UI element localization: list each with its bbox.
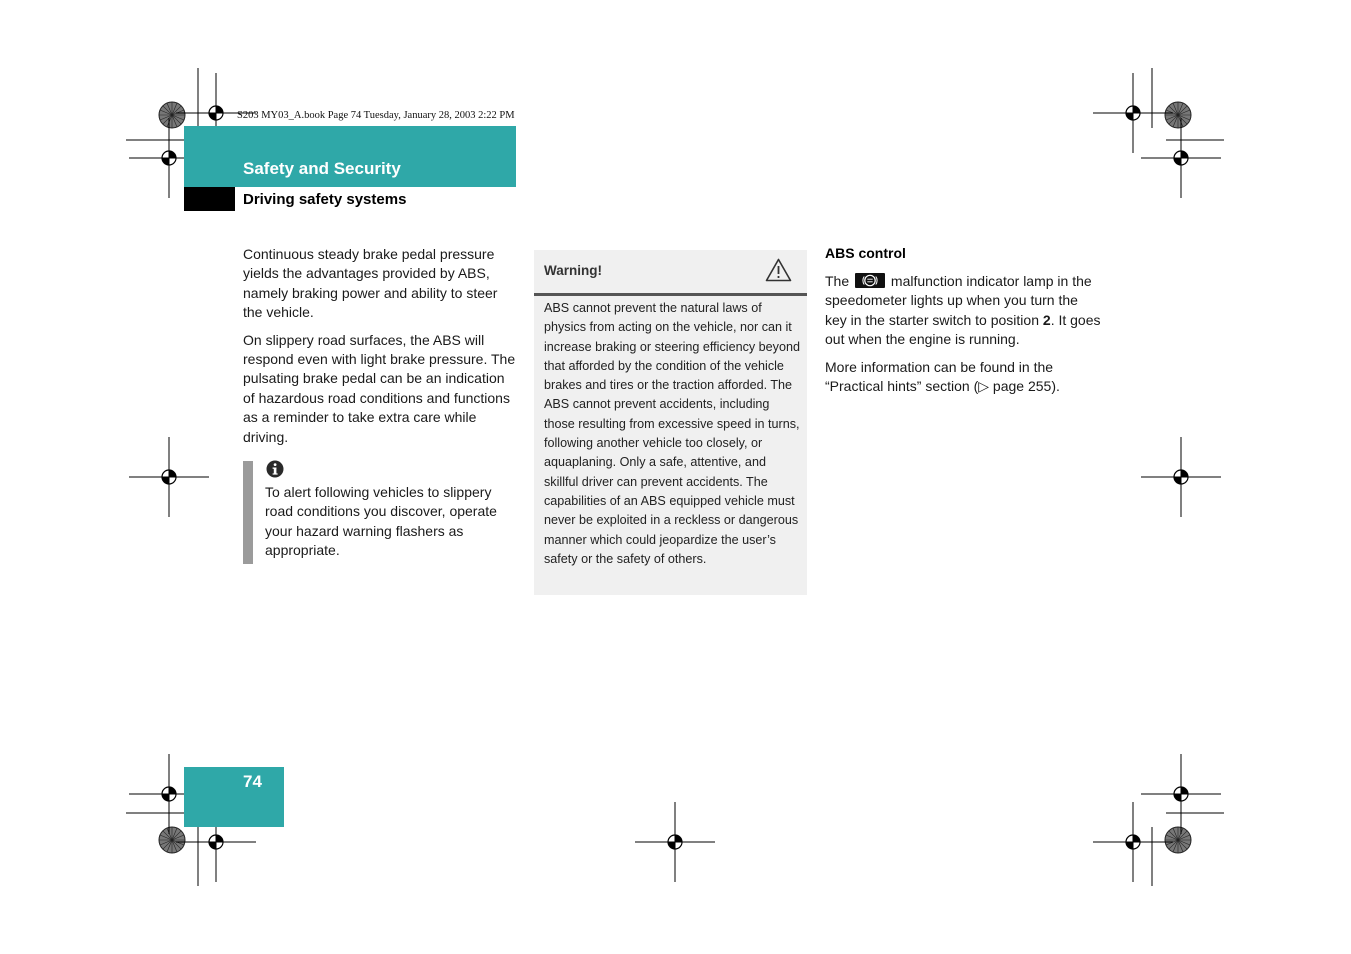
page-number-tab: [184, 767, 284, 827]
warning-text: ABS cannot prevent the natural laws of physics from acting on the vehicle, nor can it increase braking or steering efficiency beyond that afforded by the condition of the vehicle brakes and tires or the traction afforded. The ABS cannot prevent accidents, including those resulting from excessive speed in turns, following another vehicle too closely, or aquaplaning. Only a safe, attentive, and skillful driver can prevent accidents. The capabilities of an ABS equipped vehicle must never be exploited in a reckless or dangerous manner which could jeopardize the user’s safety or the safety of others.: [544, 301, 800, 566]
info-note-bar: [243, 461, 253, 564]
paragraph-1: Continuous steady brake pedal pressure yields the advantages provided by ABS, namely braking power and ability to steer the vehicle.: [243, 246, 498, 321]
info-note-text: To alert following vehicles to slippery road conditions you discover, operate your hazard warning flashers as appropriate.: [265, 484, 497, 559]
section-title: Safety and Security: [243, 159, 401, 178]
warning-title: Warning!: [544, 263, 602, 278]
info-icon: [266, 460, 284, 478]
page-number: 74: [243, 772, 262, 791]
warning-triangle-icon: [765, 258, 792, 282]
paragraph-2: On slippery road surfaces, the ABS will respond even with light brake pressure. The pulsating brake pedal can be an indication of hazardous road conditions and functions as a reminder to take extra care while driving.: [243, 331, 516, 445]
column-3: [825, 272, 1101, 404]
abs-paragraph-1: The malfunction indicator lamp in the speedometer lights up when you turn the key in the starter switch to position 2. It goes out when the engine is running.: [825, 273, 1101, 348]
abs-paragraph-2: More information can be found in the “Practical hints” section (▷ page 255).: [825, 358, 1060, 395]
section-tab-marker: [184, 187, 235, 211]
column-1: [243, 245, 518, 455]
abs-indicator-lamp-icon: [855, 273, 885, 288]
abs-control-title: ABS control: [825, 245, 906, 261]
subsection-title: Driving safety systems: [243, 191, 407, 208]
print-header: S203 MY03_A.book Page 74 Tuesday, January 28, 2003 2:22 PM: [237, 110, 515, 121]
